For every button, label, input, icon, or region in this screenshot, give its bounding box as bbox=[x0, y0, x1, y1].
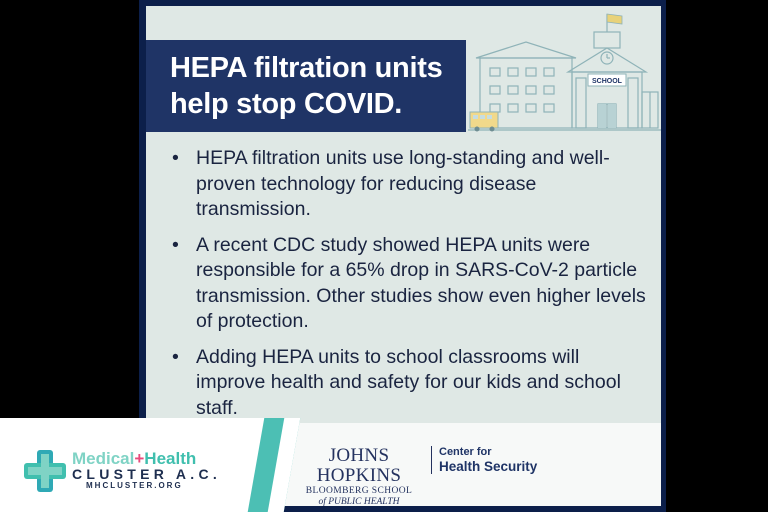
medical-cross-icon bbox=[22, 448, 68, 494]
watermark-plus: + bbox=[134, 449, 145, 468]
slide-title bbox=[170, 50, 460, 122]
jh-of: of PUBLIC HEALTH bbox=[318, 497, 400, 507]
jh-school: BLOOMBERG SCHOOL bbox=[305, 486, 413, 496]
bullet-text: A recent CDC study showed HEPA units were responsible for a 65% drop in SARS-CoV-2 particle transmission. Other studies show even higher levels of protection. bbox=[196, 233, 646, 332]
center-health-security-logo bbox=[439, 446, 537, 475]
bullet-text: HEPA filtration units use long-standing and well-proven technology for reducing disease transmission. bbox=[196, 147, 610, 220]
watermark-medical: Medical bbox=[72, 449, 135, 468]
bullet-list bbox=[168, 146, 648, 431]
school-illustration bbox=[468, 12, 661, 132]
watermark-health: Health bbox=[144, 449, 197, 468]
logo-divider bbox=[431, 446, 432, 474]
watermark-url: MHCLUSTER.ORG bbox=[86, 481, 183, 490]
bullet-text: Adding HEPA units to school classrooms will improve health and safety for our kids and school staff. bbox=[196, 345, 621, 419]
jh-name: JOHNS HOPKINS bbox=[316, 445, 402, 486]
bullet-dot: • bbox=[172, 345, 179, 368]
title-banner bbox=[146, 40, 466, 132]
bullet-item bbox=[168, 233, 648, 335]
bullet-item bbox=[168, 345, 648, 422]
bullet-dot: • bbox=[172, 147, 179, 169]
bullet-item bbox=[168, 146, 648, 223]
johns-hopkins-logo bbox=[288, 446, 430, 508]
school-sign: SCHOOL bbox=[592, 78, 622, 85]
center-line-1: Center for bbox=[439, 446, 492, 458]
watermark-cluster: CLUSTER A.C. bbox=[72, 466, 222, 482]
bullet-dot: • bbox=[172, 233, 179, 256]
title-line-2: help stop COVID. bbox=[170, 88, 403, 120]
title-line-1: HEPA filtration units bbox=[170, 52, 443, 84]
center-line-2: Health Security bbox=[439, 459, 538, 474]
